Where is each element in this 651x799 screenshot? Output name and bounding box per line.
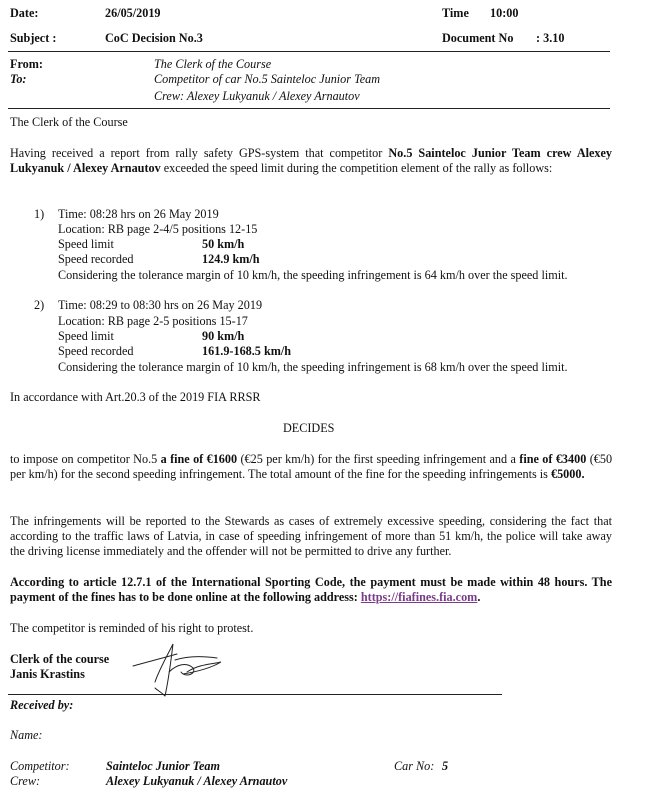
car-number-value: 5 bbox=[442, 759, 449, 773]
crew-value: Alexey Lukyanuk / Alexey Arnautov bbox=[106, 774, 288, 788]
item-1-location: Location: RB page 2-4/5 positions 12-15 bbox=[58, 222, 258, 236]
signature-divider bbox=[8, 694, 502, 695]
reminder-line: The competitor is reminded of his right to protest. bbox=[10, 621, 254, 635]
item-1-number: 1) bbox=[34, 207, 45, 221]
item-2-limit-value: 90 km/h bbox=[202, 329, 245, 343]
car-number-label: Car No: bbox=[394, 759, 435, 773]
signature-name: Janis Krastins bbox=[10, 667, 85, 681]
time-value: 10:00 bbox=[490, 6, 519, 20]
item-2-number: 2) bbox=[34, 298, 45, 312]
to-line-1: Competitor of car No.5 Sainteloc Junior Team bbox=[154, 72, 381, 86]
decides-heading: DECIDES bbox=[283, 421, 335, 435]
fine-amount-1: a fine of €1600 bbox=[160, 452, 238, 466]
accordance-line: In accordance with Art.20.3 of the 2019 FIA RRSR bbox=[10, 390, 261, 404]
issuer-line: The Clerk of the Course bbox=[10, 115, 128, 129]
date-label: Date: bbox=[10, 6, 39, 20]
document-label: Document No bbox=[442, 31, 514, 45]
item-2-time: Time: 08:29 to 08:30 hrs on 26 May 2019 bbox=[58, 298, 263, 312]
crew-label: Crew: bbox=[10, 774, 41, 788]
document-value: : 3.10 bbox=[536, 31, 565, 45]
competitor-value: Sainteloc Junior Team bbox=[106, 759, 220, 773]
from-value: The Clerk of the Course bbox=[154, 57, 272, 71]
handwritten-signature bbox=[125, 638, 235, 700]
item-2-recorded-label: Speed recorded bbox=[58, 344, 134, 358]
item-2-recorded-value: 161.9-168.5 km/h bbox=[202, 344, 292, 358]
payment-link[interactable]: https://fiafines.fia.com bbox=[360, 590, 478, 604]
fine-text-1: to impose on competitor No.5 bbox=[10, 452, 158, 466]
fine-amount-2: fine of €3400 bbox=[519, 452, 587, 466]
to-label: To: bbox=[10, 72, 27, 86]
item-1-limit-value: 50 km/h bbox=[202, 237, 245, 251]
item-2-location: Location: RB page 2-5 positions 15-17 bbox=[58, 314, 248, 328]
fine-text-2: (€25 per km/h) for the first speeding infringement and a bbox=[240, 452, 516, 466]
intro-pre: Having received a report from rally safety GPS-system that competitor bbox=[10, 146, 383, 160]
payment-text: According to article 12.7.1 of the International Sporting Code, the payment must be made within 48 hours. The payment of the fines has to be done online at the following address: bbox=[10, 575, 612, 604]
fine-text-3: (€50 per km/h) for the second speeding infringement. The total amount of the fine for the speeding infringements is bbox=[10, 452, 613, 481]
header-divider bbox=[8, 51, 610, 52]
item-2-limit-label: Speed limit bbox=[58, 329, 114, 343]
item-1-recorded-value: 124.9 km/h bbox=[202, 252, 260, 266]
from-to-divider bbox=[8, 108, 610, 109]
item-1-limit-label: Speed limit bbox=[58, 237, 114, 251]
stewards-paragraph: The infringements will be reported to the Stewards as cases of extremely excessive speeding, considering the fact that according to the traffic laws of Latvia, in case of speeding infringement of more than 51 km/h, the police will take away the driving license immediately and the offender will not be permitted to drive any further. bbox=[10, 514, 612, 558]
date-value: 26/05/2019 bbox=[105, 6, 161, 20]
subject-label: Subject : bbox=[10, 31, 57, 45]
subject-value: CoC Decision No.3 bbox=[105, 31, 203, 45]
received-label: Received by: bbox=[10, 698, 74, 712]
intro-paragraph bbox=[10, 146, 612, 176]
item-2-note: Considering the tolerance margin of 10 km/h, the speeding infringement is 68 km/h over the speed limit. bbox=[58, 360, 568, 374]
item-1-recorded-label: Speed recorded bbox=[58, 252, 134, 266]
competitor-label: Competitor: bbox=[10, 759, 70, 773]
time-label: Time bbox=[442, 6, 469, 20]
fine-total: €5000. bbox=[550, 467, 585, 481]
item-1-time: Time: 08:28 hrs on 26 May 2019 bbox=[58, 207, 219, 221]
fine-paragraph bbox=[10, 452, 612, 482]
item-1-note: Considering the tolerance margin of 10 km/h, the speeding infringement is 64 km/h over the speed limit. bbox=[58, 268, 568, 282]
payment-paragraph bbox=[10, 575, 612, 605]
payment-end: . bbox=[477, 590, 481, 604]
intro-bold: No.5 Sainteloc Junior Team crew Alexey Lukyanuk / Alexey Arnautov bbox=[10, 146, 613, 175]
name-label: Name: bbox=[10, 728, 43, 742]
to-line-2: Crew: Alexey Lukyanuk / Alexey Arnautov bbox=[154, 89, 360, 103]
intro-post: exceeded the speed limit during the competition element of the rally as follows: bbox=[163, 161, 553, 175]
signature-title: Clerk of the course bbox=[10, 652, 110, 666]
from-label: From: bbox=[10, 57, 43, 71]
